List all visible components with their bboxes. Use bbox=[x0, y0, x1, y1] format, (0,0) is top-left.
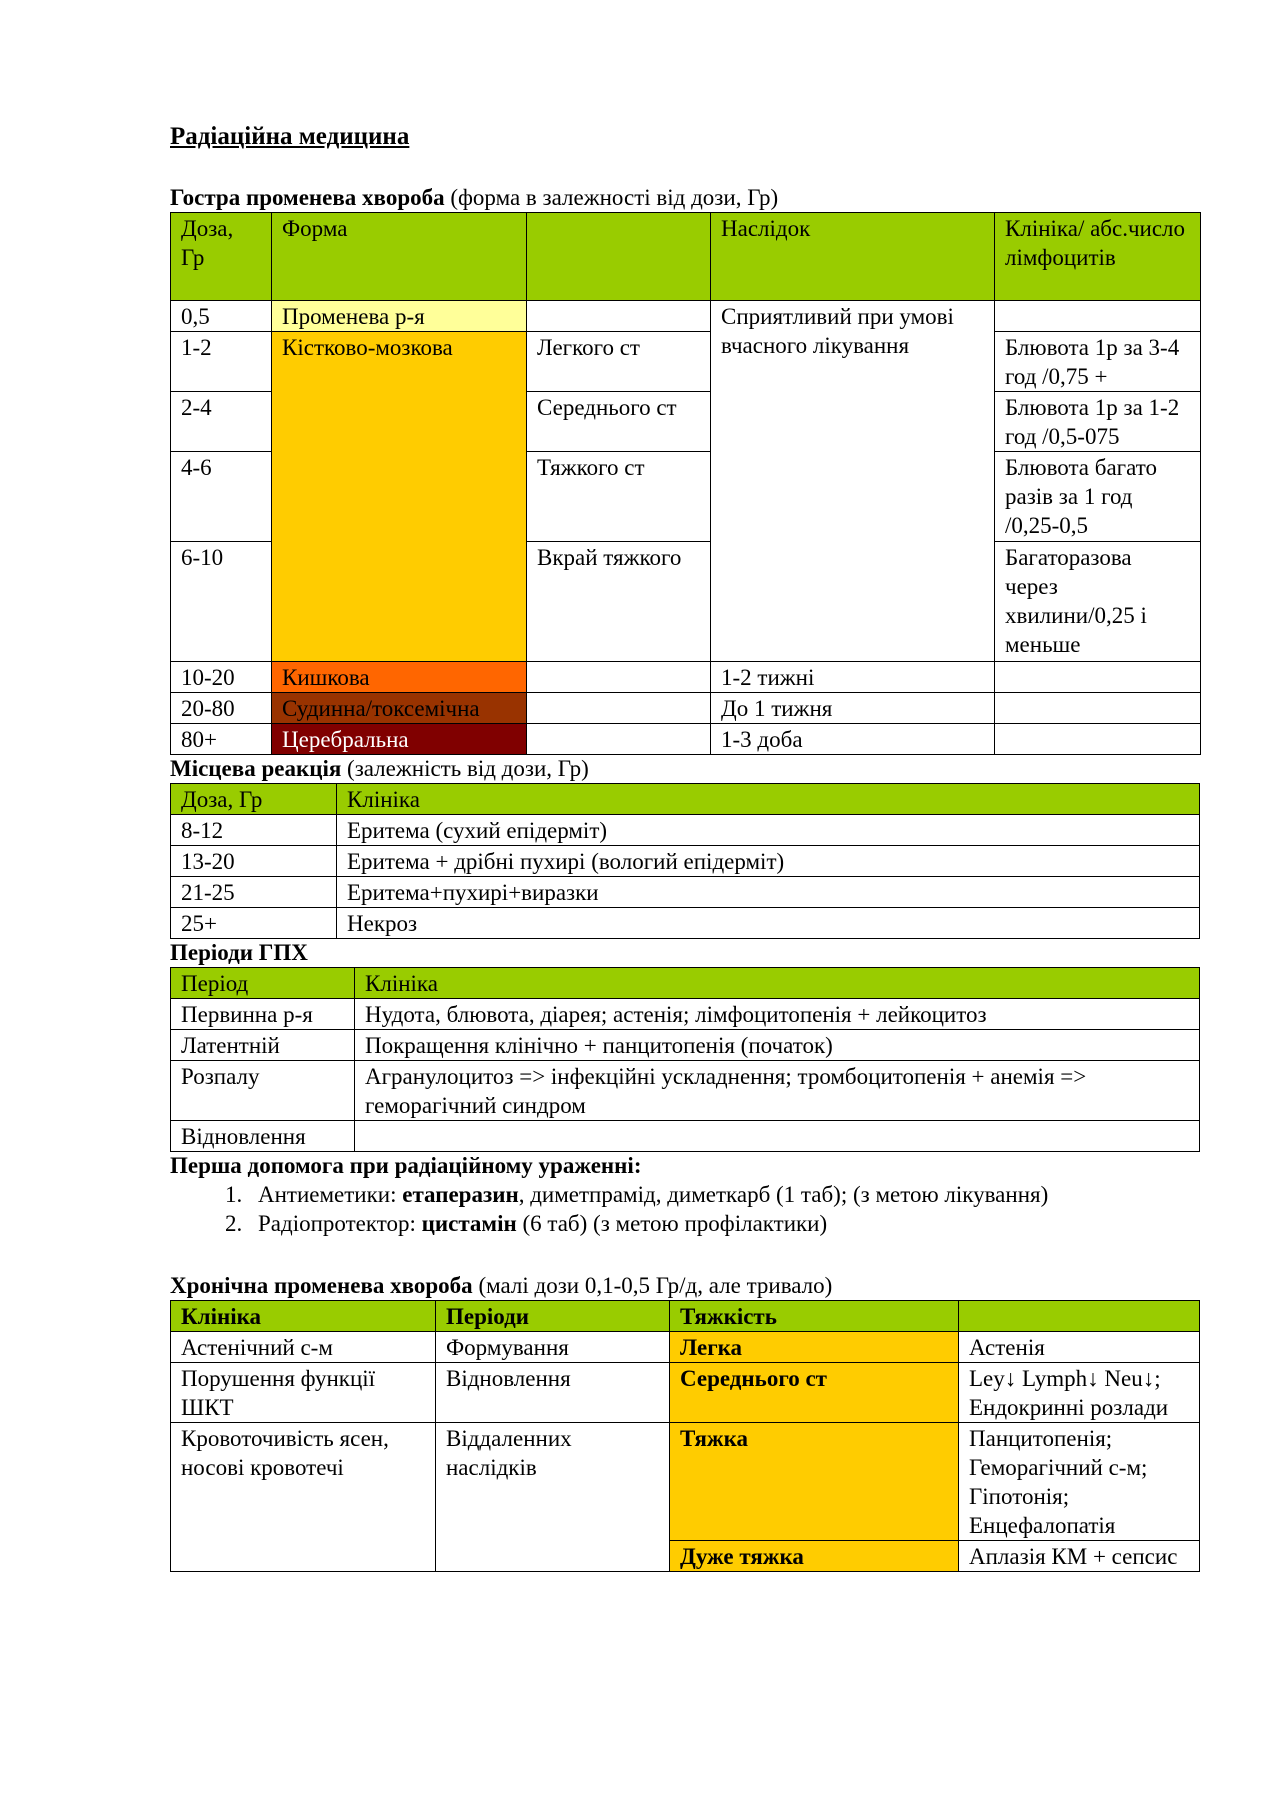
dose-cell: 25+ bbox=[171, 908, 337, 939]
clinic-cell: Еритема (сухий епідерміт) bbox=[337, 815, 1200, 846]
table-row bbox=[171, 693, 1201, 724]
item-prefix: Антиеметики: bbox=[258, 1182, 403, 1207]
local-header-row bbox=[171, 784, 1200, 815]
item-suffix: , диметпрамід, диметкарб (1 таб); (з метою лікування) bbox=[518, 1182, 1049, 1207]
form-cell: Променева р-я bbox=[272, 301, 527, 332]
outcome-merged-cell: Сприятливий при умові вчасного лікування bbox=[711, 301, 995, 662]
dose-cell: 2-4 bbox=[171, 392, 272, 452]
periods-header-period: Період bbox=[171, 968, 355, 999]
severity-cell: Легка bbox=[670, 1332, 959, 1363]
local-header-clinic: Клініка bbox=[337, 784, 1200, 815]
dose-cell: 8-12 bbox=[171, 815, 337, 846]
chronic-title-rest: (малі дози 0,1-0,5 Гр/д, але тривало) bbox=[472, 1273, 833, 1298]
table-row bbox=[171, 662, 1201, 693]
clinic-cell: Нудота, блювота, діарея; астенія; лімфоцитопенія + лейкоцитоз bbox=[355, 999, 1200, 1030]
clinic-cell: Агранулоцитоз => інфекційні ускладнення; тромбоцитопенія + анемія => геморагічний синдром bbox=[355, 1061, 1200, 1121]
document-title: Радіаційна медицина bbox=[170, 123, 410, 150]
local-section-title bbox=[170, 755, 1200, 783]
clinic-cell: Багаторазова через хвилини/0,25 і меньше bbox=[995, 542, 1201, 662]
table-row bbox=[171, 877, 1200, 908]
table-row bbox=[171, 332, 1201, 392]
severity-cell: Тяжка bbox=[670, 1423, 959, 1541]
list-item bbox=[248, 1180, 1200, 1209]
chronic-header-severity: Тяжкість bbox=[670, 1301, 959, 1332]
chronic-section-title bbox=[170, 1272, 1200, 1300]
dose-cell: 80+ bbox=[171, 724, 272, 755]
acute-header-clinic: Клініка/ абс.число лімфоцитів bbox=[995, 213, 1201, 301]
item-prefix: Радіопротектор: bbox=[258, 1211, 422, 1236]
period-cell: Формування bbox=[436, 1332, 670, 1363]
form-cell: Кишкова bbox=[272, 662, 527, 693]
clinic-cell bbox=[995, 724, 1201, 755]
local-title-bold: Місцева реакція bbox=[170, 756, 342, 781]
local-table bbox=[170, 783, 1200, 939]
dose-cell: 21-25 bbox=[171, 877, 337, 908]
acute-header-row bbox=[171, 213, 1201, 301]
first-aid-title bbox=[170, 1152, 1200, 1180]
degree-cell: Середнього ст bbox=[527, 392, 711, 452]
acute-table bbox=[170, 212, 1201, 755]
acute-title-rest: (форма в залежності від дози, Гр) bbox=[444, 185, 779, 210]
chronic-table bbox=[170, 1300, 1200, 1572]
clinic-cell bbox=[995, 693, 1201, 724]
degree-cell bbox=[527, 693, 711, 724]
clinic-cell: Кровоточивість ясен, носові кровотечі bbox=[171, 1423, 436, 1572]
degree-cell: Легкого ст bbox=[527, 332, 711, 392]
period-cell: Віддаленних наслідків bbox=[436, 1423, 670, 1572]
periods-title-bold: Періоди ГПХ bbox=[170, 940, 308, 965]
dose-cell: 10-20 bbox=[171, 662, 272, 693]
degree-cell: Вкрай тяжкого bbox=[527, 542, 711, 662]
periods-table bbox=[170, 967, 1200, 1152]
period-cell: Відновлення bbox=[436, 1363, 670, 1423]
table-row bbox=[171, 724, 1201, 755]
item-drug: цистамін bbox=[421, 1211, 517, 1236]
outcome-cell: 1-2 тижні bbox=[711, 662, 995, 693]
item-suffix: (6 таб) (з метою профілактики) bbox=[516, 1211, 828, 1236]
clinic-cell: Некроз bbox=[337, 908, 1200, 939]
severity-cell: Середнього ст bbox=[670, 1363, 959, 1423]
acute-section-title bbox=[170, 184, 1200, 212]
table-row bbox=[171, 1332, 1200, 1363]
local-title-rest: (залежність від дози, Гр) bbox=[341, 756, 589, 781]
clinic-cell: Блювота багато разів за 1 год /0,25-0,5 bbox=[995, 452, 1201, 542]
table-row bbox=[171, 999, 1200, 1030]
periods-header-clinic: Клініка bbox=[355, 968, 1200, 999]
clinic-cell: Покращення клінічно + панцитопенія (початок) bbox=[355, 1030, 1200, 1061]
table-row bbox=[171, 1061, 1200, 1121]
severity-cell: Дуже тяжка bbox=[670, 1541, 959, 1572]
clinic-cell: Блювота 1р за 1-2 год /0,5-075 bbox=[995, 392, 1201, 452]
clinic-cell: Блювота 1р за 3-4 год /0,75 + bbox=[995, 332, 1201, 392]
clinic-cell bbox=[995, 662, 1201, 693]
chronic-header-row bbox=[171, 1301, 1200, 1332]
chronic-header-empty bbox=[959, 1301, 1200, 1332]
acute-header-form: Форма bbox=[272, 213, 527, 301]
table-row bbox=[171, 1423, 1200, 1541]
form-cell: Церебральна bbox=[272, 724, 527, 755]
table-row bbox=[171, 1363, 1200, 1423]
table-row bbox=[171, 301, 1201, 332]
clinic-cell: Еритема + дрібні пухирі (вологий епідерміт) bbox=[337, 846, 1200, 877]
outcome-cell: До 1 тижня bbox=[711, 693, 995, 724]
clinic-cell: Порушення функції ШКТ bbox=[171, 1363, 436, 1423]
table-row bbox=[171, 1121, 1200, 1152]
clinic-cell bbox=[355, 1121, 1200, 1152]
clinic-cell bbox=[995, 301, 1201, 332]
clinic-cell: Астенічний с-м bbox=[171, 1332, 436, 1363]
form-cell-bone-marrow: Кістково-мозкова bbox=[272, 332, 527, 662]
document-page bbox=[170, 120, 1200, 1572]
dose-cell: 20-80 bbox=[171, 693, 272, 724]
clinic-cell: Еритема+пухирі+виразки bbox=[337, 877, 1200, 908]
form-cell: Судинна/токсемічна bbox=[272, 693, 527, 724]
dose-cell: 1-2 bbox=[171, 332, 272, 392]
acute-title-bold: Гостра променева хвороба bbox=[170, 185, 445, 210]
local-header-dose: Доза, Гр bbox=[171, 784, 337, 815]
degree-cell bbox=[527, 662, 711, 693]
period-cell: Латентній bbox=[171, 1030, 355, 1061]
period-cell: Первинна р-я bbox=[171, 999, 355, 1030]
table-row bbox=[171, 815, 1200, 846]
dose-cell: 13-20 bbox=[171, 846, 337, 877]
degree-cell: Тяжкого ст bbox=[527, 452, 711, 542]
table-row bbox=[171, 908, 1200, 939]
periods-section-title bbox=[170, 939, 1200, 967]
symptom-cell: Астенія bbox=[959, 1332, 1200, 1363]
table-row bbox=[171, 846, 1200, 877]
first-aid-title-bold: Перша допомога при радіаційному ураженні: bbox=[170, 1153, 642, 1178]
degree-cell bbox=[527, 301, 711, 332]
dose-cell: 0,5 bbox=[171, 301, 272, 332]
symptom-cell: Панцитопенія; Геморагічний с-м; Гіпотонія; Енцефалопатія bbox=[959, 1423, 1200, 1541]
chronic-header-clinic: Клініка bbox=[171, 1301, 436, 1332]
degree-cell bbox=[527, 724, 711, 755]
period-cell: Розпалу bbox=[171, 1061, 355, 1121]
chronic-title-bold: Хронічна променева хвороба bbox=[170, 1273, 473, 1298]
acute-header-outcome: Наслідок bbox=[711, 213, 995, 301]
list-item bbox=[248, 1209, 1200, 1238]
item-drug: етаперазин bbox=[402, 1182, 519, 1207]
chronic-header-periods: Періоди bbox=[436, 1301, 670, 1332]
dose-cell: 4-6 bbox=[171, 452, 272, 542]
symptom-cell: Аплазія КМ + сепсис bbox=[959, 1541, 1200, 1572]
outcome-cell: 1-3 доба bbox=[711, 724, 995, 755]
first-aid-list bbox=[170, 1180, 1200, 1238]
period-cell: Відновлення bbox=[171, 1121, 355, 1152]
acute-header-degree bbox=[527, 213, 711, 301]
symptom-cell: Ley↓ Lymph↓ Neu↓; Ендокринні розлади bbox=[959, 1363, 1200, 1423]
table-row bbox=[171, 1030, 1200, 1061]
dose-cell: 6-10 bbox=[171, 542, 272, 662]
acute-header-dose: Доза, Гр bbox=[171, 213, 272, 301]
periods-header-row bbox=[171, 968, 1200, 999]
